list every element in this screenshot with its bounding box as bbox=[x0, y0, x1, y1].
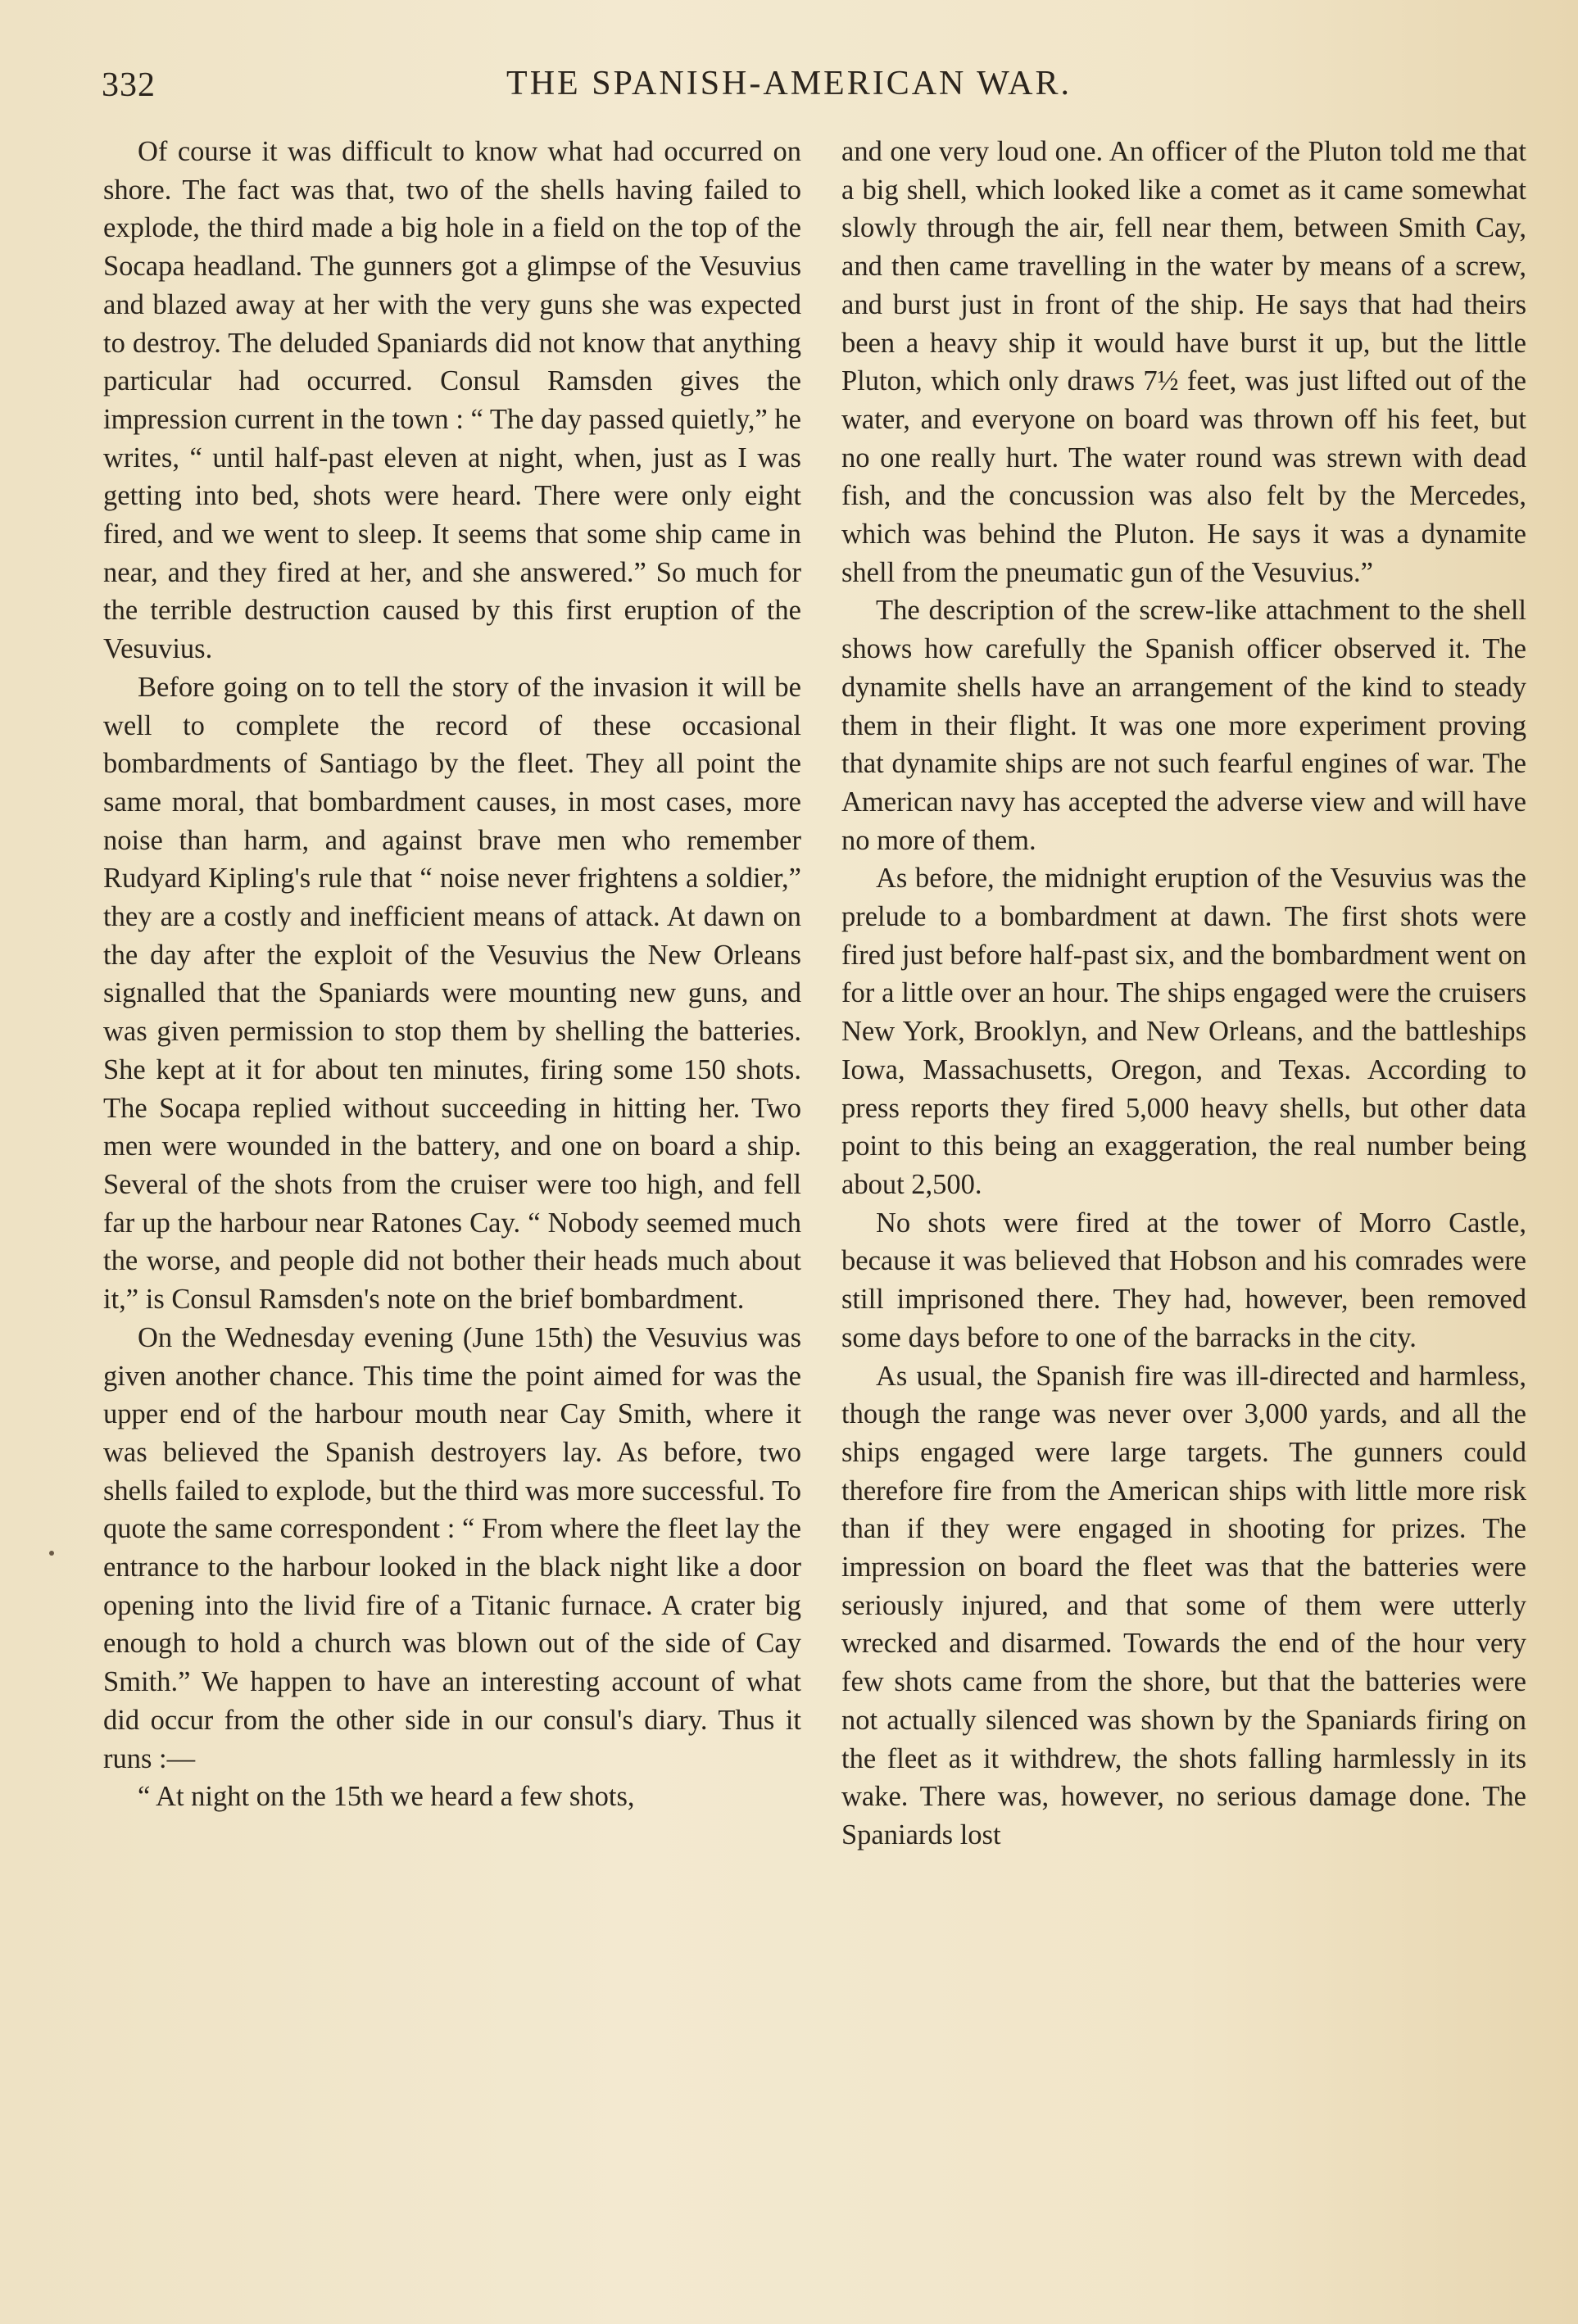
paragraph: As before, the midnight eruption of the Vesuvius was the prelude to a bombardment at dawn. The first shots were fired just before half-past six, and the bombardment went on for a little over an hour. The ships engaged were the cruisers New York, Brooklyn, and New Orleans, and the battleships Iowa, Massachusetts, Oregon, and Texas. According to press reports they fired 5,000 heavy shells, but other data point to this being an exaggeration, the real number being about 2,500. bbox=[841, 863, 1526, 1200]
paragraph: and one very loud one. An officer of the Pluton told me that a big shell, which looked like a comet as it came somewhat slowly through the air, fell near them, between Smith Cay, and then came travelling in the water by means of a screw, and burst just in front of the ship. He says that had theirs been a heavy ship it would have burst it up, but the little Pluton, which only draws 7½ feet, was just lifted out of the water, and everyone on board was thrown off his feet, but no one really hurt. The water round was strewn with dead fish, and the concussion was also felt by the Mercedes, which was behind the Pluton. He says it was a dynamite shell from the pneumatic gun of the Vesuvius.” bbox=[841, 136, 1526, 588]
paragraph: No shots were fired at the tower of Morro Castle, because it was believed that Hobson and his comrades were still imprisoned there. They had, however, been removed some days before to one of the barracks in the city. bbox=[841, 1207, 1526, 1353]
paragraph: Before going on to tell the story of the invasion it will be well to complete the record of these occasional bombardments of Santiago by the fleet. They all point the same moral, that bombardment causes, in most cases, more noise than harm, and against brave men who remember Rudyard Kipling's rule that “ noise never frightens a soldier,” they are a costly and inefficient means of attack. At dawn on the day after the exploit of the Vesuvius the New Orleans signalled that the Spaniards were mounting new guns, and was given permission to stop them by shelling the batteries. She kept at it for about ten minutes, firing some 150 shots. The Socapa replied without succeeding in hitting her. Two men were wounded in the battery, and one on board a ship. Several of the shots from the cruiser were too high, and fell far up the harbour near Ratones Cay. “ Nobody seemed much the worse, and people did not bother their heads much about it,” is Consul Ramsden's note on the brief bombardment. bbox=[103, 671, 801, 1316]
paragraph: Of course it was difficult to know what had occurred on shore. The fact was that, two of the shells having failed to explode, the third made a big hole in a field on the top of the Socapa headland. The gunners got a glimpse of the Vesuvius and blazed away at her with the very guns she was expected to destroy. The deluded Spaniards did not know that anything particular had occurred. Consul Ramsden gives the impression current in the town : “ The day passed quietly,” he writes, “ until half-past eleven at night, when, just as I was getting into bed, shots were heard. There were only eight fired, and we went to sleep. It seems that some ship came in near, and they fired at her, and she answered.” So much for the terrible destruction caused by this first eruption of the Vesuvius. bbox=[103, 136, 801, 665]
paragraph: As usual, the Spanish fire was ill-directed and harmless, though the range was never over 3,000 yards, and all the ships engaged were large targets. The gunners could therefore fire from the American ships with little more risk than if they were engaged in shooting for prizes. The impression on board the fleet was that the batteries were seriously injured, and that some of them were utterly wrecked and disarmed. Towards the end of the hour very few shots came from the shore, but that the batteries were not actually silenced was shown by the Spaniards firing on the fleet as it withdrew, the shots falling harmlessly in its wake. There was, however, no serious damage done. The Spaniards lost bbox=[841, 1360, 1526, 1851]
margin-mark bbox=[49, 1551, 54, 1556]
paragraph: The description of the screw-like attachment to the shell shows how carefully the Spanish officer observed it. The dynamite shells have an arrangement of the kind to steady them in their flight. It was one more experiment proving that dynamite ships are not such fearful engines of war. The American navy has accepted the adverse view and will have no more of them. bbox=[841, 595, 1526, 856]
left-column bbox=[103, 133, 801, 1816]
page-number: 332 bbox=[102, 66, 156, 104]
paragraph: “ At night on the 15th we heard a few shots, bbox=[138, 1781, 635, 1813]
running-head: THE SPANISH-AMERICAN WAR. bbox=[506, 65, 1072, 102]
right-column bbox=[841, 133, 1526, 1855]
paragraph: On the Wednesday evening (June 15th) the Vesuvius was given another chance. This time the point aimed for was the upper end of the harbour mouth near Cay Smith, where it was believed the Spanish destroyers lay. As before, two shells failed to explode, but the third was more successful. To quote the same correspondent : “ From where the fleet lay the entrance to the harbour looked in the black night like a door opening into the livid fire of a Titanic furnace. A crater big enough to hold a church was blown out of the side of Cay Smith.” We happen to have an interesting account of what did occur from the other side in our consul's diary. Thus it runs :— bbox=[103, 1321, 801, 1774]
